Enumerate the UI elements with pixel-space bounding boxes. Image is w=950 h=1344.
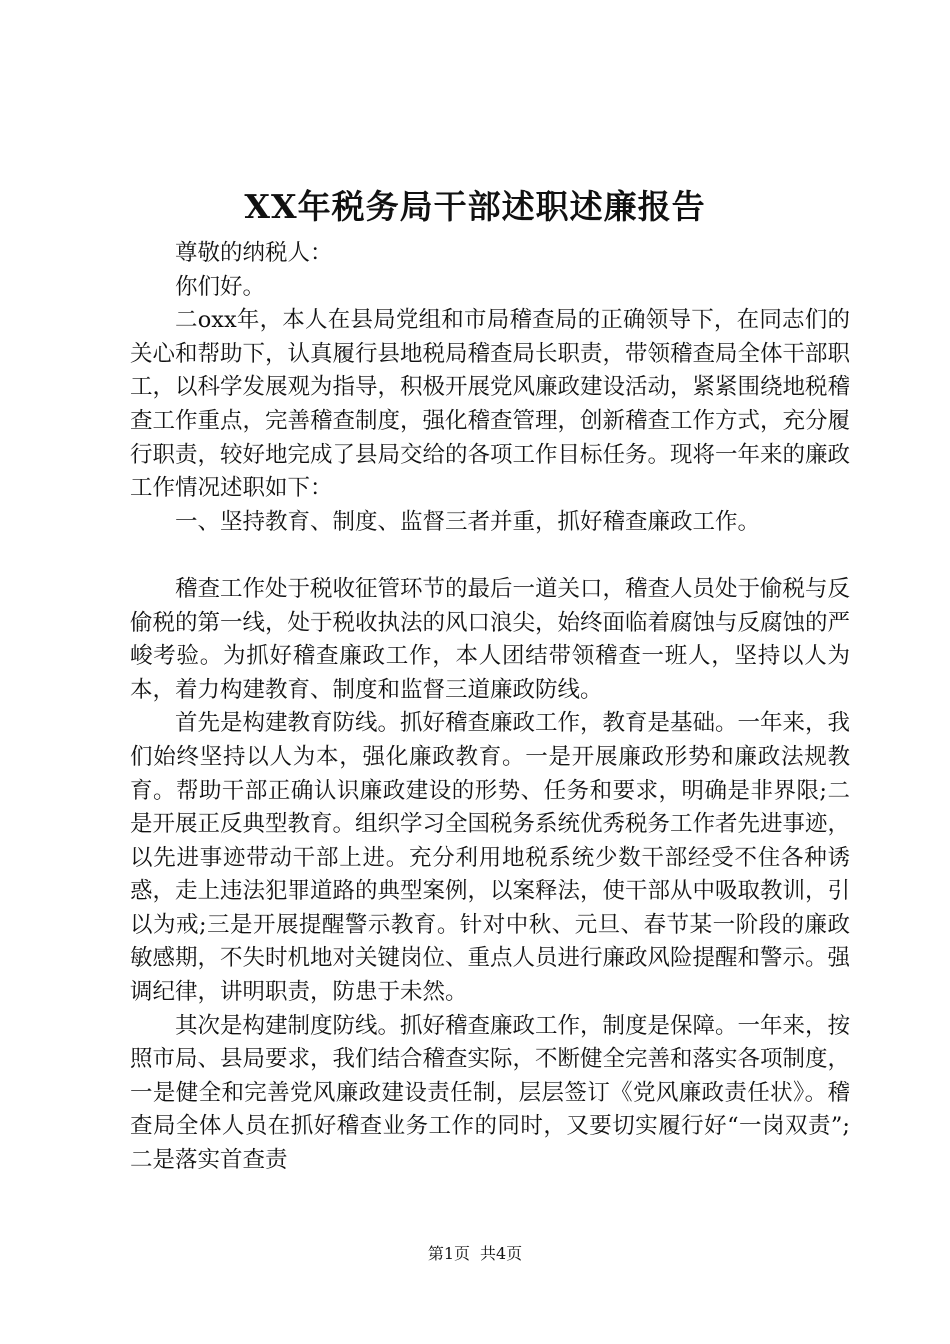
section-heading: 一、坚持教育、制度、监督三者并重，抓好稽查廉政工作。 [175, 508, 761, 535]
document-body [130, 237, 850, 1178]
page-number: 第1页 [427, 1244, 470, 1263]
body-paragraph: 稽查工作处于税收征管环节的最后一道关口，稽查人员处于偷税与反偷税的第一线，处于税收执法的风口浪尖，始终面临着腐蚀与反腐蚀的严峻考验。为抓好稽查廉政工作，本人团结带领稽查一班人，坚持以人为本，着力构建教育、制度和监督三道廉政防线。 [130, 575, 851, 703]
body-paragraph: 其次是构建制度防线。抓好稽查廉政工作，制度是保障。一年来，按照市局、县局要求，我们结合稽查实际，不断健全完善和落实各项制度，一是健全和完善党风廉政建设责任制，层层签订《党风廉政责任状》。稽查局全体人员在抓好稽查业务工作的同时，又要切实履行好“一岗双责”;二是落实首查责 [130, 1012, 851, 1174]
page-footer [0, 1243, 950, 1265]
document-title: XX年税务局干部述职述廉报告 [244, 187, 706, 226]
greeting: 你们好。 [175, 273, 266, 300]
body-paragraph: 首先是构建教育防线。抓好稽查廉政工作，教育是基础。一年来，我们始终坚持以人为本，强化廉政教育。一是开展廉政形势和廉政法规教育。帮助干部正确认识廉政建设的形势、任务和要求，明确是非界限;二是开展正反典型教育。组织学习全国税务系统优秀税务工作者先进事迹，以先进事迹带动干部上进。充分利用地税系统少数干部经受不住各种诱惑，走上违法犯罪道路的典型案例，以案释法，使干部从中吸取教训，引以为戒;三是开展提醒警示教育。针对中秋、元旦、春节某一阶段的廉政敏感期，不失时机地对关键岗位、重点人员进行廉政风险提醒和警示。强调纪律，讲明职责，防患于未然。 [130, 710, 851, 1006]
body-paragraph: 二oxx年，本人在县局党组和市局稽查局的正确领导下，在同志们的关心和帮助下，认真履行县地税局稽查局长职责，带领稽查局全体干部职工，以科学发展观为指导，积极开展党风廉政建设活动，紧紧围绕地税稽查工作重点，完善稽查制度，强化稽查管理，创新稽查工作方式，充分履行职责，较好地完成了县局交给的各项工作目标任务。现将一年来的廉政工作情况述职如下： [130, 307, 851, 502]
salutation: 尊敬的纳税人： [175, 240, 333, 266]
page-total: 共4页 [480, 1244, 523, 1263]
